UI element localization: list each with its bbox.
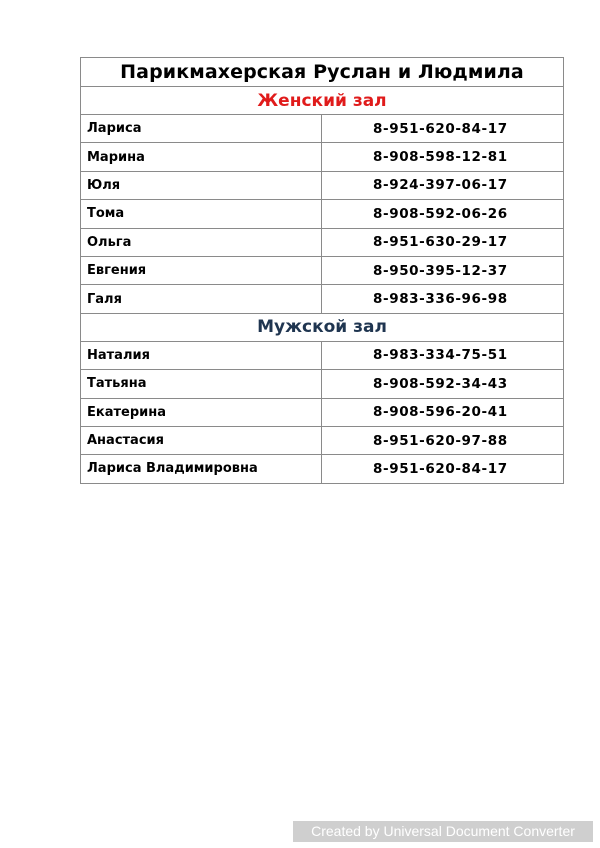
section-header-row (81, 313, 564, 341)
table-row (81, 398, 564, 426)
table-row (81, 370, 564, 398)
table-row (81, 256, 564, 284)
section-header-row (81, 87, 564, 115)
staff-name: Галя (81, 285, 322, 313)
table-row (81, 455, 564, 483)
staff-directory-table (80, 57, 564, 484)
staff-name: Евгения (81, 256, 322, 284)
section-heading-women: Женский зал (81, 87, 564, 115)
table-row (81, 115, 564, 143)
table-row (81, 426, 564, 454)
staff-phone: 8-908-592-34-43 (322, 370, 564, 398)
table-row (81, 285, 564, 313)
staff-phone: 8-924-397-06-17 (322, 171, 564, 199)
staff-name: Татьяна (81, 370, 322, 398)
section-heading-men: Мужской зал (81, 313, 564, 341)
staff-name: Ольга (81, 228, 322, 256)
table-row (81, 200, 564, 228)
table-row (81, 171, 564, 199)
staff-phone: 8-908-598-12-81 (322, 143, 564, 171)
staff-name: Тома (81, 200, 322, 228)
staff-name: Екатерина (81, 398, 322, 426)
staff-name: Лариса (81, 115, 322, 143)
table-row (81, 143, 564, 171)
staff-phone: 8-983-336-96-98 (322, 285, 564, 313)
table-row (81, 228, 564, 256)
staff-phone: 8-908-596-20-41 (322, 398, 564, 426)
title-row (81, 58, 564, 87)
staff-phone: 8-951-630-29-17 (322, 228, 564, 256)
staff-phone: 8-950-395-12-37 (322, 256, 564, 284)
staff-name: Марина (81, 143, 322, 171)
staff-phone: 8-951-620-84-17 (322, 115, 564, 143)
staff-phone: 8-951-620-97-88 (322, 426, 564, 454)
staff-name: Лариса Владимировна (81, 455, 322, 483)
staff-phone: 8-951-620-84-17 (322, 455, 564, 483)
staff-phone: 8-983-334-75-51 (322, 341, 564, 369)
staff-name: Юля (81, 171, 322, 199)
table-row (81, 341, 564, 369)
staff-phone: 8-908-592-06-26 (322, 200, 564, 228)
staff-name: Наталия (81, 341, 322, 369)
converter-watermark: Created by Universal Document Converter (293, 821, 593, 842)
staff-name: Анастасия (81, 426, 322, 454)
document-title: Парикмахерская Руслан и Людмила (81, 58, 564, 87)
